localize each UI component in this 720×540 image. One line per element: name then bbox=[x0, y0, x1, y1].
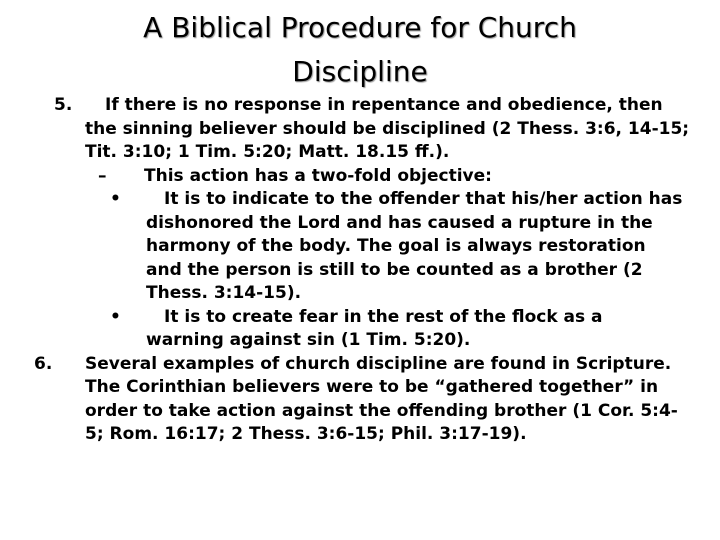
slide-body bbox=[0, 94, 720, 447]
bullet-marker: • bbox=[110, 189, 121, 209]
slide-title bbox=[0, 6, 720, 94]
bullet-indicate-offender bbox=[0, 188, 720, 306]
bullet-text: It is to create fear in the rest of the flock as a warning against sin (1 Tim. 5:20). bbox=[146, 306, 603, 350]
bullet-create-fear bbox=[0, 306, 720, 353]
point-6-marker: 6. bbox=[34, 353, 53, 374]
point-6 bbox=[0, 353, 720, 447]
point-5 bbox=[0, 94, 720, 165]
bullet-marker: • bbox=[110, 306, 121, 327]
point-5-text: If there is no response in repentance and obedience, then the sinning believer should be disciplined (2 Thess. 3:6, 14-15; Tit. 3:10; 1 Tim. 5:20; Matt. 18.15 ff.). bbox=[85, 95, 690, 162]
slide-title-line-1: A Biblical Procedure for Church bbox=[143, 11, 577, 44]
dash-marker: – bbox=[98, 165, 107, 186]
point-5-marker: 5. bbox=[54, 95, 73, 115]
bullet-text: It is to indicate to the offender that his/her action has dishonored the Lord and has caused a rupture in the harmony of the body. The goal is always restoration and the person is still to be counted as a brother (2 Thess. 3:14-15). bbox=[146, 189, 683, 303]
sub-point-two-fold-objective bbox=[0, 165, 720, 189]
sub-point-text: This action has a two-fold objective: bbox=[144, 165, 492, 186]
point-6-text: Several examples of church discipline are found in Scripture. The Corinthian believers were to be “gathered together” in order to take action against the offending brother (1 Cor. 5:4-5; Rom. 16:17; 2 Thess. 3:6-15; Phil. 3:17-19). bbox=[85, 353, 678, 444]
slide-title-line-2: Discipline bbox=[292, 55, 428, 88]
